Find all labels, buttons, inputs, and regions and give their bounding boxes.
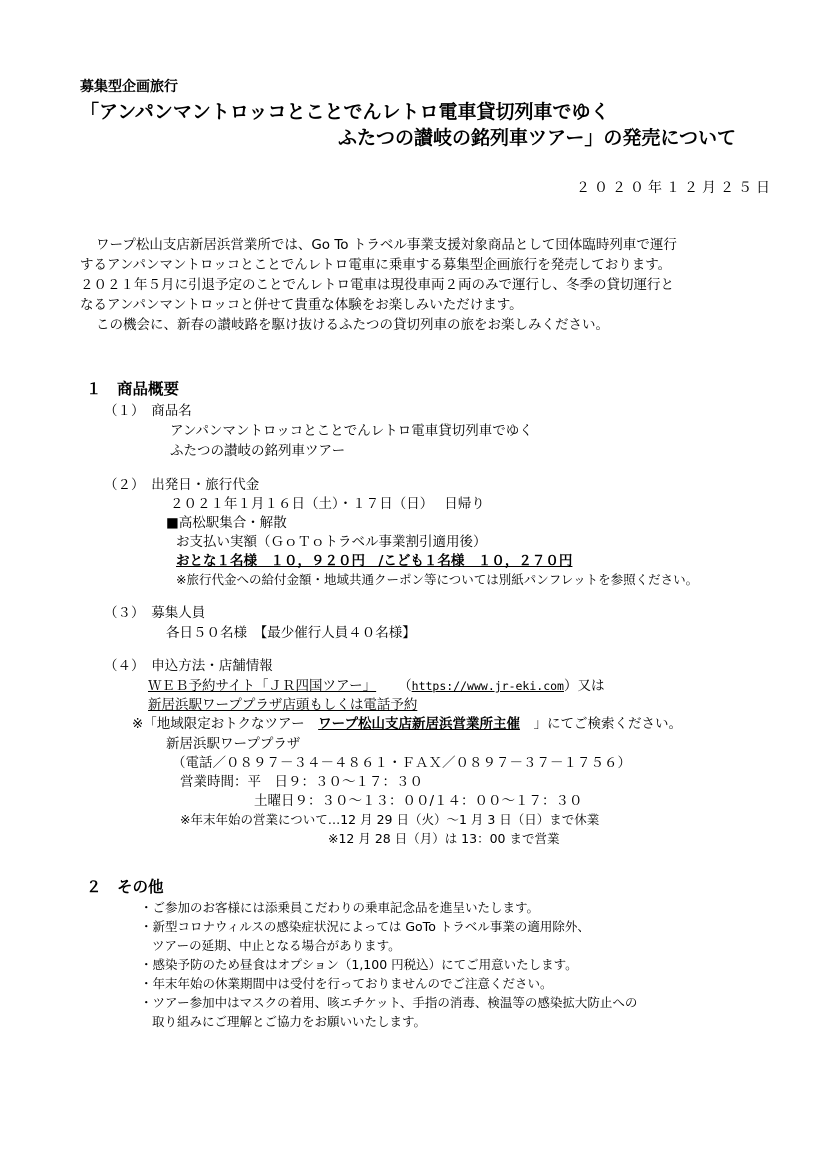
holiday-closure: ※年末年始の営業について…12 月 29 日（火）～1 月 3 日（日）まで休業: [180, 812, 600, 827]
section-1-heading: １ 商品概要: [86, 380, 180, 398]
other-bullet-5b: 取り組みにご理解とご協力をお願いいたします。: [152, 1014, 427, 1029]
search-keyword: ワープ松山支店新居浜営業所主催: [318, 716, 520, 732]
search-instruction: [132, 718, 682, 732]
issue-date: ２０２０年１２月２５日: [576, 180, 774, 196]
product-name-line-2: ふたつの讃岐の銘列車ツアー: [170, 443, 346, 459]
intro-line-1: ワープ松山支店新居浜営業所では、Go To トラベル事業支援対象商品として団体臨時列車で運行: [96, 237, 677, 253]
store-name: 新居浜駅ワーププラザ: [166, 736, 301, 752]
intro-line-4: なるアンパンマントロッコと併せて貴重な体験をお楽しみいただけます。: [80, 297, 523, 313]
other-bullet-3: ・感染予防のため昼食はオプション（1,100 円税込）にてご用意いたします。: [140, 957, 578, 972]
product-name-line-1: アンパンマントロッコとことでんレトロ電車貸切列車でゆく: [170, 423, 533, 439]
item-2-label: （２） 出発日・旅行代金: [104, 477, 260, 493]
category-label: 募集型企画旅行: [80, 79, 178, 95]
booking-url-link[interactable]: https://www.jr-eki.com: [411, 679, 564, 693]
item-1-label: （１） 商品名: [104, 403, 192, 419]
business-hours-weekday: 営業時間：平 日９：３０～１７：３０: [180, 774, 423, 790]
other-bullet-4: ・年末年始の休業期間中は受付を行っておりませんのでご注意ください。: [140, 976, 553, 991]
section-2-heading: ２ その他: [86, 878, 164, 896]
departure-dates: ２０２１年１月１６日（土）・１７日（日） 日帰り: [170, 496, 485, 512]
other-bullet-2a: ・新型コロナウィルスの感染症状況によっては GoTo トラベル事業の適用除外、: [140, 919, 590, 934]
price-line: おとな１名様 １０，９２０円 /こども１名様 １０，２７０円: [176, 553, 573, 569]
item-4-label: （４） 申込方法・店舗情報: [104, 658, 273, 674]
business-hours-saturday: 土曜日９：３０～１３：００/１４：００～１７：３０: [254, 793, 583, 809]
store-phone-fax: （電話／０８９７－３４－４８６１・ＦＡＸ／０８９７－３７－１７５６）: [172, 755, 631, 771]
title-line-2: ふたつの讃岐の銘列車ツアー」の発売について: [338, 127, 737, 149]
web-booking-line: [148, 680, 604, 694]
intro-line-2: するアンパンマントロッコとことでんレトロ電車に乗車する募集型企画旅行を発売しております。: [80, 257, 672, 273]
item-3-label: （３） 募集人員: [104, 605, 206, 621]
price-note: ※旅行代金への給付金額・地域共通クーポン等については別紙パンフレットを参照ください。: [176, 572, 699, 587]
holiday-short-hours: ※12 月 28 日（月）は 13：00 まで営業: [328, 831, 560, 846]
payment-label: お支払い実額（ＧｏＴｏトラベル事業割引適用後）: [176, 534, 487, 550]
search-prefix: ※「地域限定おトクなツアー: [132, 716, 319, 732]
title-line-1: 「アンパンマントロッコとことでんレトロ電車貸切列車でゆく: [80, 101, 610, 123]
other-bullet-1: ・ご参加のお客様には添乗員こだわりの乗車記念品を進呈いたします。: [140, 900, 540, 915]
store-booking-line: 新居浜駅ワーププラザ店頭もしくは電話予約: [148, 697, 418, 713]
other-bullet-2b: ツアーの延期、中止となる場合があります。: [152, 938, 401, 953]
url-paren-close: ）又は: [563, 678, 605, 694]
capacity: 各日５０名様 【最少催行人員４０名様】: [166, 625, 416, 641]
url-paren-open: （: [398, 678, 412, 694]
search-suffix: 」にてご検索ください。: [519, 716, 682, 732]
intro-line-3: ２０２１年５月に引退予定のことでんレトロ電車は現役車両２両のみで運行し、冬季の貸切運行と: [80, 277, 674, 293]
intro-line-5: この機会に、新春の讃岐路を駆け抜けるふたつの貸切列車の旅をお楽しみください。: [96, 317, 609, 333]
other-bullet-5a: ・ツアー参加中はマスクの着用、咳エチケット、手指の消毒、検温等の感染拡大防止への: [140, 995, 638, 1010]
web-booking-site-link[interactable]: ＷＥＢ予約サイト「ＪＲ四国ツアー」: [148, 678, 377, 694]
meeting-point: ■高松駅集合・解散: [166, 515, 287, 531]
